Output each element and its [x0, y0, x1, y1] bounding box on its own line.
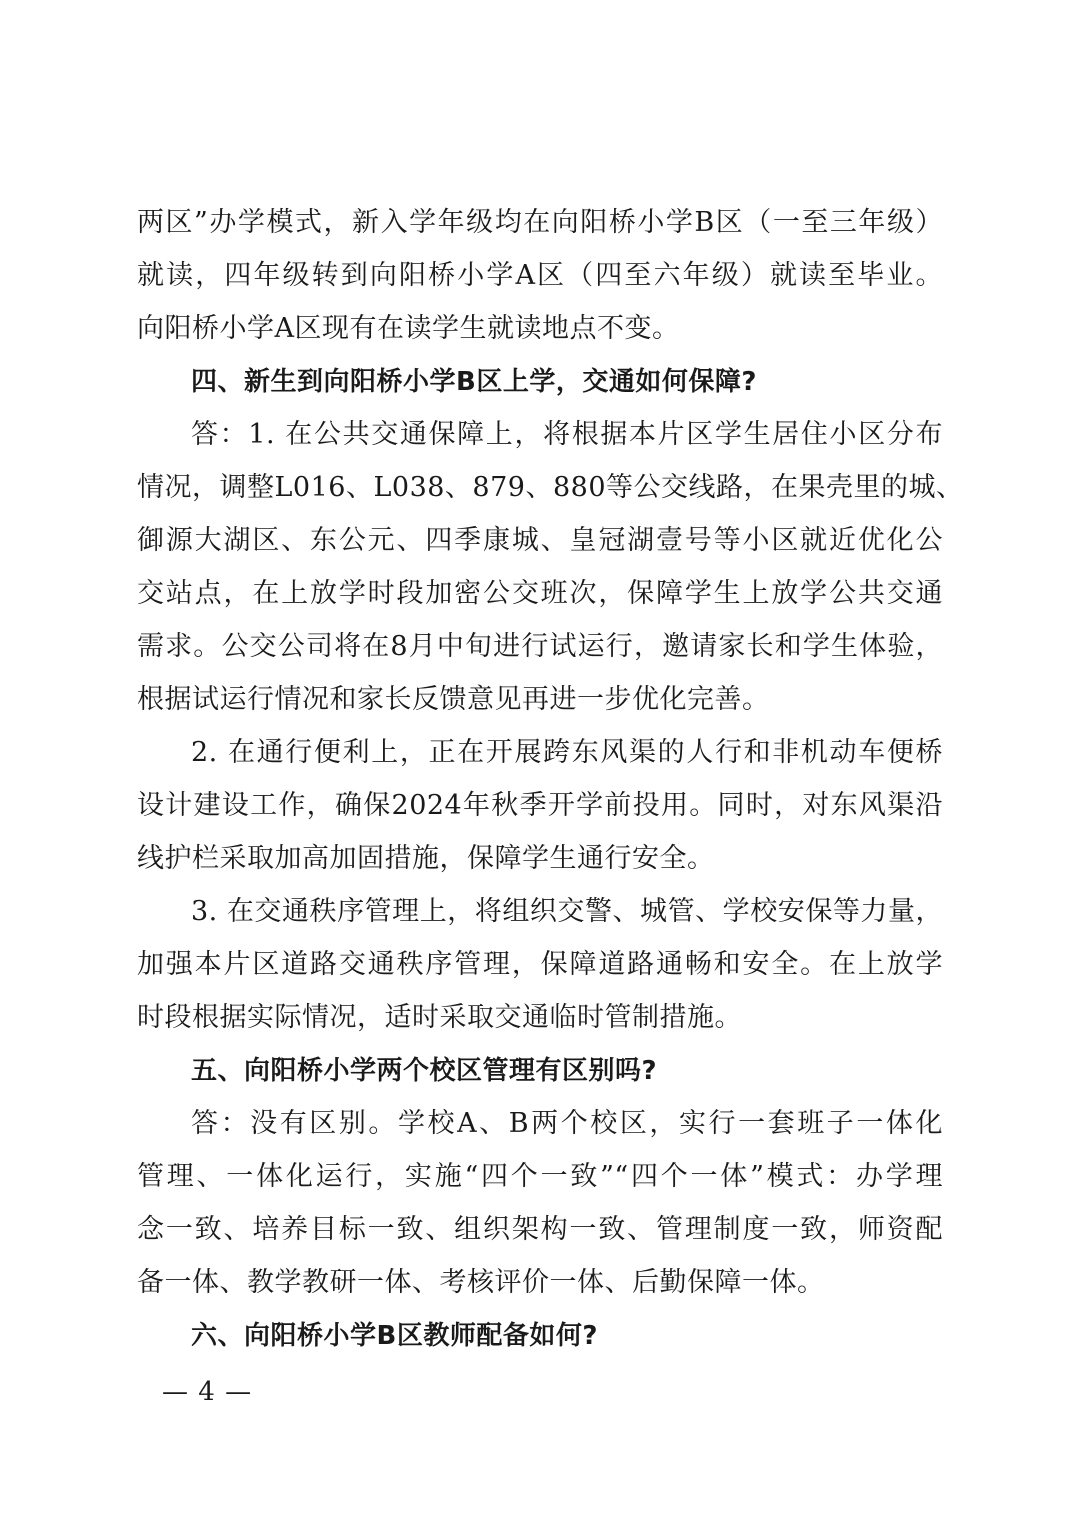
paragraph-line: 念一致、培养目标一致、组织架构一致、管理制度一致，师资配: [137, 1214, 943, 1245]
paragraph-line: 御源大湖区、东公元、四季康城、皇冠湖壹号等小区就近优化公: [137, 525, 943, 556]
paragraph-line: 2. 在通行便利上，正在开展跨东风渠的人行和非机动车便桥: [191, 737, 943, 768]
paragraph-line: 备一体、教学教研一体、考核评价一体、后勤保障一体。: [137, 1267, 825, 1298]
paragraph-line: 时段根据实际情况，适时采取交通临时管制措施。: [137, 1002, 742, 1033]
paragraph-line: 设计建设工作，确保2024年秋季开学前投用。同时，对东风渠沿: [137, 790, 943, 821]
paragraph-line: 管理、一体化运行，实施“四个一致”“四个一体”模式：办学理: [137, 1161, 943, 1192]
paragraph-line: 需求。公交公司将在8月中旬进行试运行，邀请家长和学生体验，: [137, 631, 943, 662]
paragraph-line: 3. 在交通秩序管理上，将组织交警、城管、学校安保等力量，: [191, 896, 943, 927]
section-heading: 六、向阳桥小学B区教师配备如何?: [191, 1321, 598, 1351]
paragraph-line: 根据试运行情况和家长反馈意见再进一步优化完善。: [137, 684, 770, 715]
section-heading: 五、向阳桥小学两个校区管理有区别吗?: [191, 1056, 658, 1086]
paragraph-line: 情况，调整L016、L038、879、880等公交线路，在果壳里的城、: [137, 472, 964, 503]
section-heading: 四、新生到向阳桥小学B区上学，交通如何保障?: [191, 367, 757, 397]
paragraph-line: 两区”办学模式，新入学年级均在向阳桥小学B区（一至三年级）: [137, 207, 943, 238]
paragraph-line: 答：1. 在公共交通保障上，将根据本片区学生居住小区分布: [191, 419, 943, 450]
paragraph-line: 向阳桥小学A区现有在读学生就读地点不变。: [137, 313, 680, 344]
paragraph-line: 交站点，在上放学时段加密公交班次，保障学生上放学公共交通: [137, 578, 943, 609]
paragraph-line: 答：没有区别。学校A、B两个校区，实行一套班子一体化: [191, 1108, 943, 1139]
paragraph-line: 就读，四年级转到向阳桥小学A区（四至六年级）就读至毕业。: [137, 260, 943, 291]
paragraph-line: 加强本片区道路交通秩序管理，保障道路通畅和安全。在上放学: [137, 949, 943, 980]
paragraph-line: 线护栏采取加高加固措施，保障学生通行安全。: [137, 843, 715, 874]
page-number: — 4 —: [162, 1377, 253, 1407]
